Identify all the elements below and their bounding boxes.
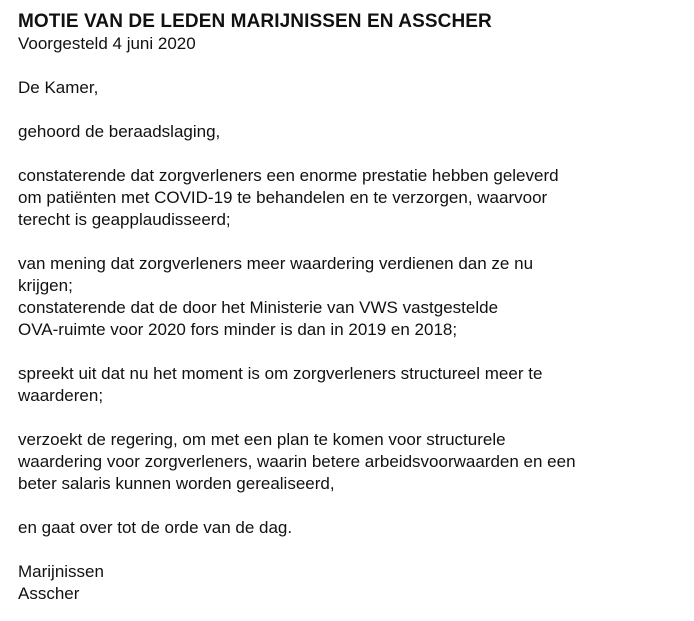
paragraph-deliberation: gehoord de beraadslaging, bbox=[18, 122, 221, 141]
paragraph-considering-performance: constaterende dat zorgverleners een enorme prestatie hebben geleverd om patiënten met COVID-19 te behandelen en te verzorgen, waarvoor terecht is geapplaudisseerd; bbox=[18, 166, 559, 229]
paragraph-considering-ova: constaterende dat de door het Ministerie van VWS vastgestelde OVA-ruimte voor 2020 fors minder is dan in 2019 en 2018; bbox=[18, 298, 499, 339]
document-date: Voorgesteld 4 juni 2020 bbox=[18, 34, 196, 53]
paragraph-request: verzoekt de regering, om met een plan te komen voor structurele waardering voor zorgverleners, waarin betere arbeidsvoorwaarden en een beter salaris kunnen worden gerealiseerd, bbox=[18, 430, 576, 493]
paragraph-closing: en gaat over tot de orde van de dag. bbox=[18, 518, 293, 537]
paragraph-opinion: van mening dat zorgverleners meer waardering verdienen dan ze nu krijgen; bbox=[18, 254, 534, 295]
signer-name: Asscher bbox=[18, 584, 80, 603]
signer-name: Marijnissen bbox=[18, 562, 104, 581]
signers-list bbox=[18, 561, 688, 605]
paragraph-declares: spreekt uit dat nu het moment is om zorgverleners structureel meer te waarderen; bbox=[18, 364, 543, 405]
document-title: MOTIE VAN DE LEDEN MARIJNISSEN EN ASSCHER bbox=[18, 11, 492, 32]
motion-document bbox=[18, 10, 688, 605]
paragraph-addressee: De Kamer, bbox=[18, 78, 99, 97]
